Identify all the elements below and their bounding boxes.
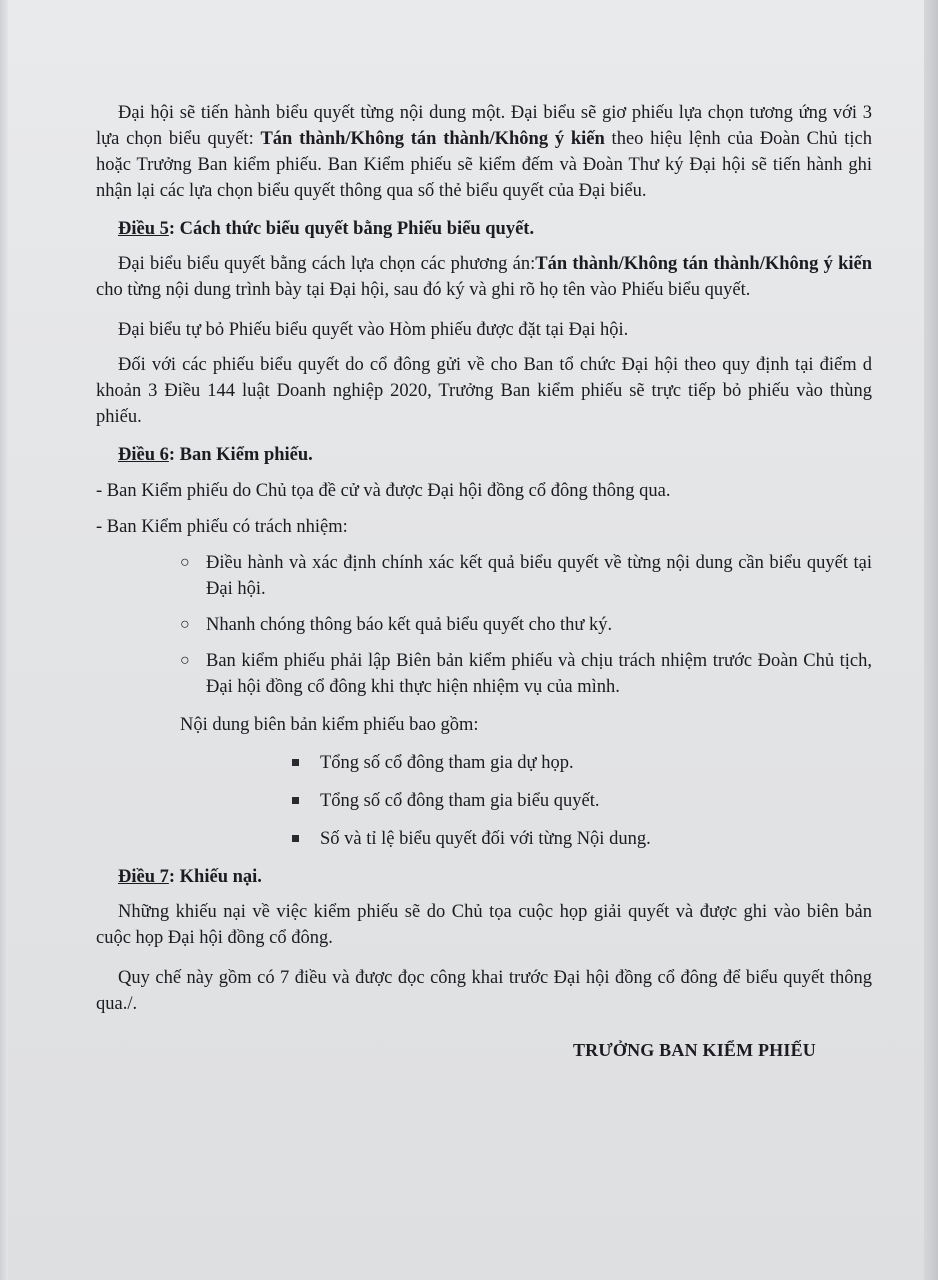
square-bullet-icon <box>292 835 299 842</box>
document-body <box>96 100 872 1063</box>
list-item <box>96 826 872 852</box>
square-bullet-icon <box>292 759 299 766</box>
list-item <box>96 648 872 700</box>
minutes-content-intro: Nội dung biên bản kiểm phiếu bao gồm: <box>180 715 479 735</box>
article5-p1-text-1: Đại biểu biểu quyết bằng cách lựa chọn các phương án: <box>118 254 536 274</box>
list-item <box>96 550 872 602</box>
article6-line-2: - Ban Kiểm phiếu có trách nhiệm: <box>96 517 348 537</box>
article5-heading <box>118 216 872 242</box>
intro-text-2: theo hiệu lệnh của Đoàn Chủ tịch hoặc Trưởng Ban kiểm phiếu. Ban Kiểm phiếu sẽ kiểm đếm và Đoàn Thư ký Đại hội sẽ tiến hành ghi nhận lại các lựa chọn biểu quyết thông qua số thẻ biểu quyết của Đại biểu. <box>96 129 872 201</box>
page-left-edge <box>0 0 8 1280</box>
article6-heading <box>118 442 872 468</box>
circle-bullet-icon: ○ <box>180 616 190 633</box>
list-item-text: Số và tỉ lệ biểu quyết đối với từng Nội dung. <box>320 829 651 849</box>
list-item-text: Ban kiểm phiếu phải lập Biên bản kiểm phiếu và chịu trách nhiệm trước Đoàn Chủ tịch, Đại hội đồng cổ đông khi thực hiện nhiệm vụ của mình. <box>206 651 872 697</box>
article7-title: : Khiếu nại. <box>168 867 262 887</box>
circle-bullet-icon: ○ <box>180 652 190 669</box>
article5-paragraph-1 <box>96 251 872 303</box>
list-item-text: Tổng số cổ đông tham gia dự họp. <box>320 753 574 773</box>
list-item-text: Nhanh chóng thông báo kết quả biểu quyết cho thư ký. <box>206 615 613 635</box>
list-item <box>96 612 872 638</box>
circle-bullet-icon: ○ <box>180 554 190 571</box>
intro-paragraph <box>96 100 872 204</box>
article6-line-1: - Ban Kiểm phiếu do Chủ tọa đề cử và được Đại hội đồng cổ đông thông qua. <box>96 481 671 501</box>
list-item-text: Điều hành và xác định chính xác kết quả biểu quyết về từng nội dung cần biểu quyết tại Đại hội. <box>206 553 872 599</box>
article5-title: : Cách thức biểu quyết bằng Phiếu biểu quyết. <box>168 219 535 239</box>
article7-heading <box>118 864 872 890</box>
list-item <box>96 750 872 776</box>
minutes-content-list <box>96 750 872 852</box>
article5-paragraph-3: Đối với các phiếu biểu quyết do cổ đông gửi về cho Ban tổ chức Đại hội theo quy định tại điểm d khoản 3 Điều 144 luật Doanh nghiệp 2020, Trưởng Ban kiểm phiếu sẽ trực tiếp bỏ phiếu vào thùng phiếu. <box>96 355 872 427</box>
intro-text-bold: Tán thành/Không tán thành/Không ý kiến <box>260 129 605 149</box>
responsibility-list <box>96 550 872 700</box>
article5-paragraph-2: Đại biểu tự bỏ Phiếu biểu quyết vào Hòm phiếu được đặt tại Đại hội. <box>118 320 629 340</box>
article7-label: Điều 7 <box>118 867 169 887</box>
article5-label: Điều 5 <box>118 219 169 239</box>
article7-paragraph-2: Quy chế này gồm có 7 điều và được đọc công khai trước Đại hội đồng cổ đông để biểu quyết thông qua./. <box>96 968 872 1014</box>
article7-paragraph-1: Những khiếu nại về việc kiểm phiếu sẽ do Chủ tọa cuộc họp giải quyết và được ghi vào biên bản cuộc họp Đại hội đồng cổ đông. <box>96 902 872 948</box>
signature-title: TRƯỞNG BAN KIỂM PHIẾU <box>572 1040 816 1060</box>
article6-label: Điều 6 <box>118 445 169 465</box>
article5-p1-bold: Tán thành/Không tán thành/Không ý kiến <box>535 254 872 274</box>
square-bullet-icon <box>292 797 299 804</box>
article5-p1-text-2: cho từng nội dung trình bày tại Đại hội, sau đó ký và ghi rõ họ tên vào Phiếu biểu quyết. <box>96 280 751 300</box>
article6-title: : Ban Kiểm phiếu. <box>168 445 313 465</box>
page-right-edge <box>924 0 938 1280</box>
list-item-text: Tổng số cổ đông tham gia biểu quyết. <box>320 791 600 811</box>
intro-text-1: Đại hội sẽ tiến hành biểu quyết từng nội dung một. Đại biểu sẽ giơ phiếu lựa chọn tương ứng với 3 lựa chọn biểu quyết: <box>96 103 872 149</box>
list-item <box>96 788 872 814</box>
